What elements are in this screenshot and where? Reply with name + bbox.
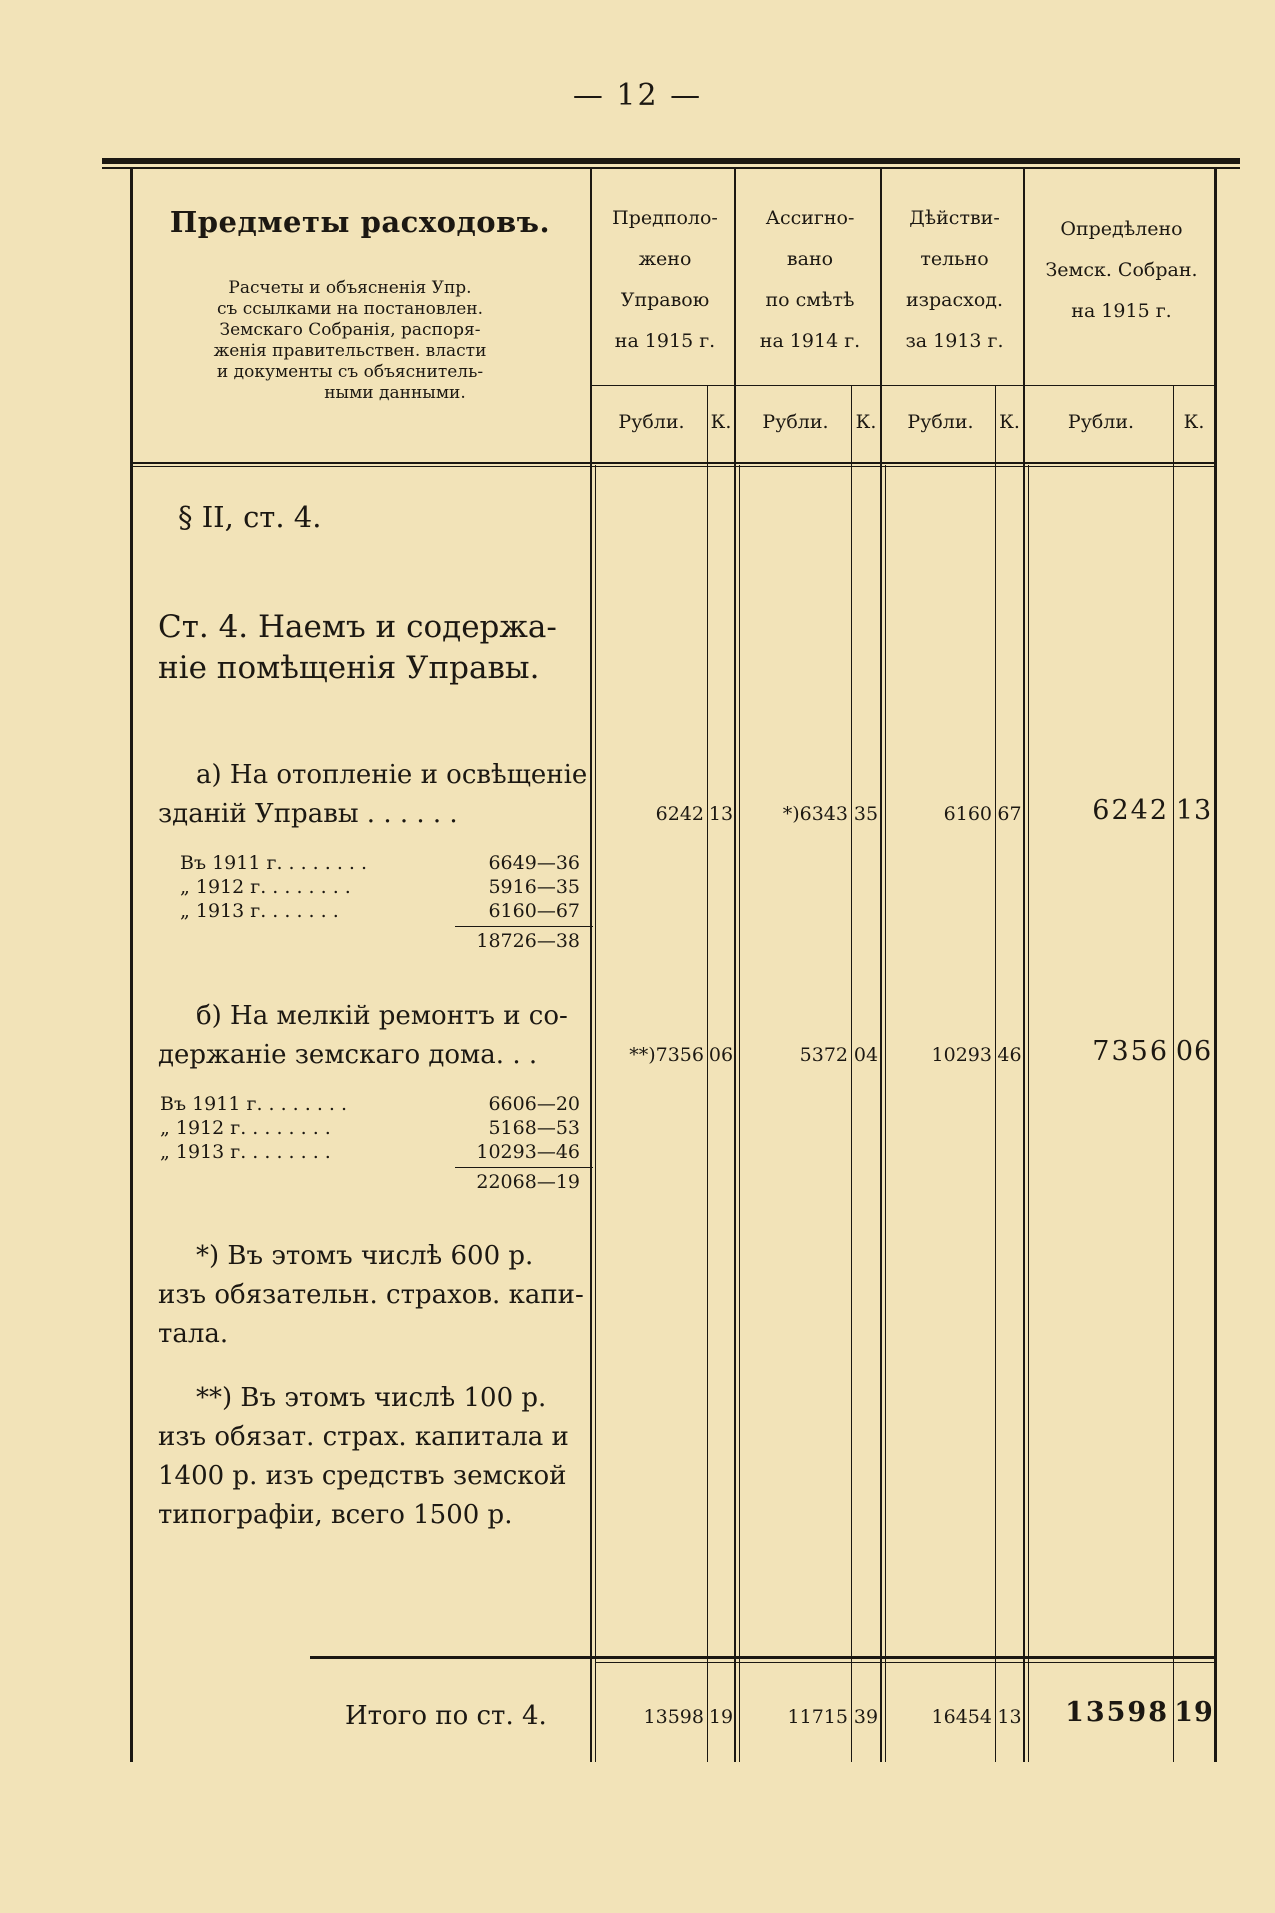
value-rub: 7356 (1092, 1036, 1169, 1067)
col-divider-4 (1023, 169, 1025, 1762)
history-total: 18726—38 (476, 930, 580, 952)
value-kop: 46 (997, 1044, 1022, 1066)
column-head-actual: Дѣйстви- тельно израсход. за 1913 г. (905, 207, 1004, 352)
kop-divider-1 (707, 385, 708, 1762)
header-subtitle-line: и документы съ объяснитель- (216, 362, 484, 382)
value-kop: 67 (997, 803, 1022, 825)
unit-kop: К. (710, 411, 732, 433)
header-subtitle (150, 278, 550, 404)
kop-divider-3 (995, 385, 996, 1762)
frame-left (130, 169, 133, 1762)
unit-rub: Рубли. (618, 411, 685, 433)
value-kop: 35 (853, 803, 879, 825)
total-label: Итого по ст. 4. (345, 1701, 547, 1731)
value-kop: 13 (1175, 795, 1213, 826)
header-title: Предметы расходовъ. (169, 205, 551, 239)
value-rub: 10293 (931, 1044, 992, 1066)
value-rub: **)7356 (629, 1044, 704, 1066)
item-history: Въ 1911 г. . . . . . . . 6649—36 „ 1912 г. . . . . . . . 5916—35 „ 1913 г. . . . . . . 6160—67 (180, 852, 580, 922)
header-subtitle-line: съ ссылками на постановлен. (216, 299, 484, 319)
section-heading: § II, ст. 4. (178, 500, 322, 534)
total-rule-2 (596, 1662, 1214, 1663)
item-label: а) На отопленіе и освѣщеніе зданій Управы . . . . . . (158, 760, 588, 829)
col-divider-2b (739, 465, 740, 1762)
unit-rub: Рубли. (907, 411, 974, 433)
unit-kop: К. (1183, 411, 1205, 433)
value-kop: 04 (853, 1044, 879, 1066)
header-bottom-rule (133, 462, 1214, 464)
total-kop: 39 (853, 1706, 879, 1728)
value-rub: *)6343 (782, 803, 848, 825)
header-subtitle-line: ными данными. (324, 383, 466, 403)
total-kop: 19 (1174, 1697, 1214, 1728)
article-heading: Ст. 4. Наемъ и содержа- ніе помѣщенія Управы. (158, 609, 557, 686)
column-head-assigned: Ассигно- вано по смѣтѣ на 1914 г. (759, 207, 861, 352)
total-rub: 16454 (931, 1706, 992, 1728)
value-rub: 6242 (1092, 795, 1169, 826)
header-bottom-rule-2 (133, 466, 1214, 467)
unit-kop: К. (999, 411, 1020, 433)
top-rule (102, 158, 1240, 164)
total-rule (310, 1656, 1214, 1659)
total-rub: 13598 (1065, 1697, 1169, 1728)
total-kop: 19 (708, 1706, 734, 1728)
unit-rub: Рубли. (1067, 411, 1135, 433)
header-subtitle-line: Земскаго Собранія, распоря- (219, 320, 481, 340)
item-label: б) На мелкій ремонтъ и со- держаніе земскаго дома. . . (158, 1001, 568, 1070)
header-subline (592, 385, 1214, 386)
top-rule-thin (102, 167, 1240, 169)
unit-kop: К. (855, 411, 877, 433)
footnote: *) Въ этомъ числѣ 600 р. изъ обязательн. страхов. капи- тала. (158, 1241, 584, 1349)
col-divider-3 (880, 169, 882, 1762)
value-kop: 06 (708, 1044, 734, 1066)
col-divider-3b (885, 465, 886, 1762)
footnote: **) Въ этомъ числѣ 100 р. изъ обязат. страх. капитала и 1400 р. изъ средствъ земской типографіи, всего 1500 р. (158, 1383, 569, 1530)
col-divider-1b (595, 465, 596, 1762)
history-sum-line (455, 926, 593, 927)
total-rub: 11715 (787, 1706, 848, 1728)
column-head-determined: Опредѣлено Земск. Собран. на 1915 г. (1045, 218, 1198, 322)
history-sum-line (455, 1167, 593, 1168)
value-rub: 6160 (943, 803, 992, 825)
column-head-proposed: Предполо- жено Управою на 1915 г. (612, 207, 718, 352)
header-subtitle-line: Расчеты и объясненія Упр. (228, 278, 472, 298)
kop-divider-4 (1173, 385, 1174, 1762)
col-divider-4b (1028, 465, 1029, 1762)
header-subtitle-line: женія правительствен. власти (213, 341, 487, 361)
value-rub: 5372 (799, 1044, 848, 1066)
total-kop: 13 (997, 1706, 1022, 1728)
value-kop: 06 (1175, 1036, 1213, 1067)
frame-right (1214, 169, 1217, 1762)
history-total: 22068—19 (476, 1171, 580, 1193)
unit-rub: Рубли. (762, 411, 829, 433)
total-rub: 13598 (643, 1706, 704, 1728)
value-kop: 13 (708, 803, 734, 825)
value-rub: 6242 (655, 803, 704, 825)
page-number: — 12 — (572, 78, 703, 113)
kop-divider-2 (851, 385, 852, 1762)
col-divider-1 (590, 169, 592, 1762)
col-divider-2 (734, 169, 736, 1762)
item-history: Въ 1911 г. . . . . . . . 6606—20 „ 1912 г. . . . . . . . 5168—53 „ 1913 г. . . . . . . . 10293—46 (160, 1093, 580, 1163)
